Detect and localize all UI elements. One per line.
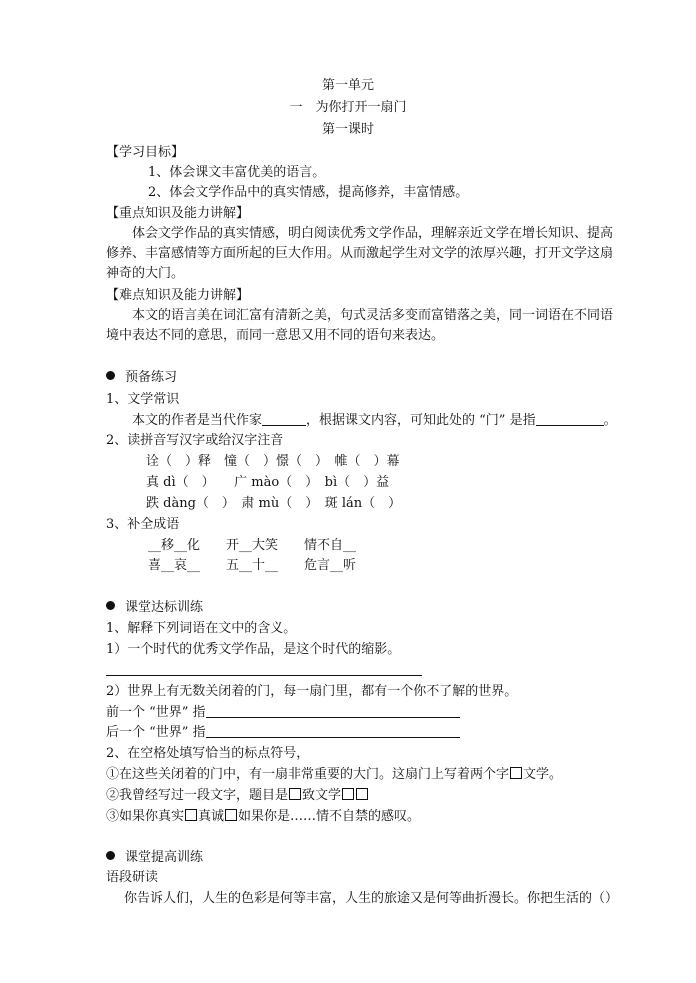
idiom-row: 喜__哀__ 五__十__ 危言__听 [148, 558, 357, 573]
bullet-icon [106, 371, 115, 380]
punctuation-box[interactable] [225, 809, 237, 821]
prep-title: 预备练习 [125, 370, 178, 385]
objective-item: 1、体会课文丰富优美的语言。 [148, 165, 326, 180]
author-blank[interactable] [262, 412, 306, 426]
world-front-blank[interactable] [206, 704, 460, 718]
pinyin-row: 真 dì（ ） 广 mào（ ） bì（ ）益 [146, 475, 390, 490]
q1-heading: 1、文学常识 [106, 392, 180, 407]
answer-line[interactable] [106, 675, 422, 676]
unit-title: 第一单元 [321, 78, 374, 93]
punctuation-box[interactable] [342, 788, 354, 800]
punctuation-item: ②我曾经写过一段文字，题目是 致文学 [106, 786, 369, 806]
world-back-blank[interactable] [206, 724, 460, 738]
door-meaning-blank[interactable] [536, 412, 604, 426]
bullet-icon [106, 851, 115, 860]
improve-title: 课堂提高训练 [125, 850, 204, 865]
idiom-row: __移__化 开__大笑 情不自__ [148, 538, 357, 553]
punctuation-box[interactable] [356, 788, 368, 800]
prep-heading [106, 368, 177, 388]
class-heading [106, 598, 203, 618]
difficult-points-line: 境中表达不同的意思，而同一意思又用不同的语句来表达。 [106, 328, 445, 343]
q2-heading: 2、读拼音写汉字或给汉字注音 [106, 433, 284, 448]
key-points-line: 修养、丰富感情等方面所起的巨大作用。从而激起学生对文学的浓厚兴趣，打开文学这扇 [106, 246, 614, 261]
difficult-points-heading: 【难点知识及能力讲解】 [106, 288, 250, 303]
class-q1-1: 1）一个时代的优秀文学作品，是这个时代的缩影。 [106, 642, 401, 657]
difficult-points-line: 本文的语言美在词汇富有清新之美，句式灵活多变而富错落之美，同一词语在不同语 [132, 308, 614, 323]
improve-paragraph: 你告诉人们，人生的色彩是何等丰富，人生的旅途又是何等曲折漫长。你把生活的（） [124, 891, 619, 906]
key-points-line: 体会文学作品的真实情感，明白阅读优秀文学作品，理解亲近文学在增长知识、提高 [132, 226, 614, 241]
class-q2: 2、在空格处填写恰当的标点符号， [106, 746, 310, 761]
improve-subtitle: 语段研读 [106, 870, 159, 885]
author-question: 本文的作者是当代作家 ，根据课文内容，可知此处的 “门” 是指 。 [132, 413, 617, 428]
period-title: 第一课时 [321, 122, 374, 137]
class-q1-2: 2）世界上有无数关闭着的门，每一扇门里，都有一个你不了解的世界。 [106, 684, 518, 699]
pinyin-row: 跌 dàng（ ） 肃 mù（ ） 斑 lán（ ） [146, 496, 402, 511]
punctuation-box[interactable] [185, 809, 197, 821]
class-q1: 1、解释下列词语在文中的含义。 [106, 621, 297, 636]
punctuation-item: ①在这些关闭着的门中，有一扇非常重要的大门。这扇门上写着两个字 文学。 [106, 767, 563, 782]
lesson-title: 一 为你打开一扇门 [289, 100, 407, 115]
key-points-line: 神奇的大门。 [106, 266, 185, 281]
class-title: 课堂达标训练 [125, 600, 204, 615]
improve-heading [106, 848, 203, 868]
punctuation-box[interactable] [289, 788, 301, 800]
world-back-question: 后一个 “世界” 指 [106, 723, 460, 743]
world-front-question: 前一个 “世界” 指 [106, 703, 460, 723]
punctuation-box[interactable] [510, 767, 522, 779]
objective-item: 2、体会文学作品中的真实情感，提高修养，丰富情感。 [148, 185, 469, 200]
pinyin-row: 诠（ ）释 憧（ ）憬（ ） 帷（ ）幕 [146, 454, 400, 469]
objectives-heading: 【学习目标】 [106, 145, 185, 160]
bullet-icon [106, 601, 115, 610]
q3-heading: 3、补全成语 [106, 517, 180, 532]
key-points-heading: 【重点知识及能力讲解】 [106, 206, 250, 221]
punctuation-item: ③如果你真实 真诚 如果你是……情不自禁的感叹。 [106, 809, 421, 824]
